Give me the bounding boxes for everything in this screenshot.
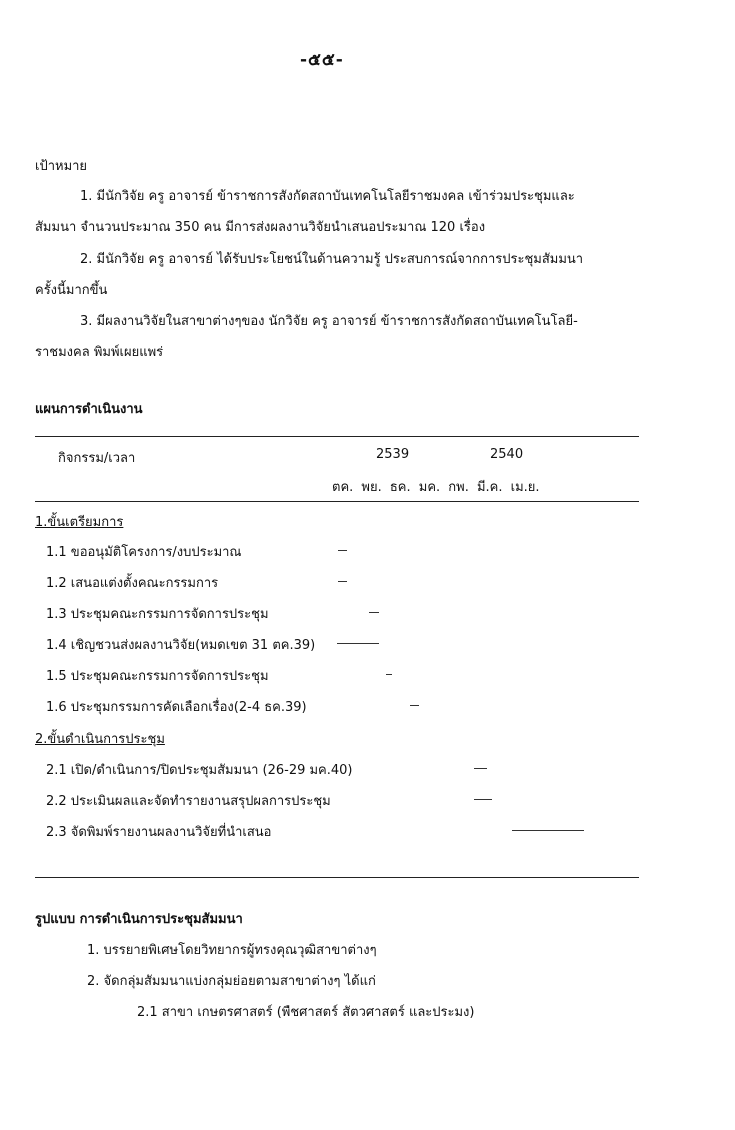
plan-heading: แผนการดำเนินงาน — [35, 402, 143, 417]
goal-3-line-1: 3. มีผลงานวิจัยในสาขาต่างๆของ นักวิจัย ครู อาจารย์ ข้าราชการสังกัดสถาบันเทคโนโลยี- — [80, 314, 578, 329]
section-2-heading: 2.ขั้นดำเนินการประชุม — [35, 732, 165, 747]
format-item-2-1: 2.1 สาขา เกษตรศาสตร์ (พืชศาสตร์ สัตวศาสตร์ และประมง) — [137, 1005, 475, 1020]
table-bottom-rule — [35, 877, 639, 878]
format-item-2: 2. จัดกลุ่มสัมมนาแบ่งกลุ่มย่อยตามสาขาต่างๆ ได้แก่ — [87, 974, 376, 989]
section-1-heading: 1.ขั้นเตรียมการ — [35, 515, 124, 530]
goal-3-line-2: ราชมงคล พิมพ์เผยแพร่ — [35, 345, 164, 360]
timeline-bar-1-2 — [338, 581, 347, 582]
task-1-4: 1.4 เชิญชวนส่งผลงานวิจัย(หมดเขต 31 ตค.39) — [46, 638, 316, 653]
goal-2-line-2: ครั้งนี้มากขึ้น — [35, 283, 108, 298]
task-2-1: 2.1 เปิด/ดำเนินการ/ปิดประชุมสัมมนา (26-29 มค.40) — [46, 763, 353, 778]
format-heading: รูปแบบ การดำเนินการประชุมสัมมนา — [35, 912, 243, 927]
task-1-6: 1.6 ประชุมกรรมการคัดเลือกเรื่อง(2-4 ธค.39) — [46, 700, 307, 715]
task-1-1: 1.1 ขออนุมัติโครงการ/งบประมาณ — [46, 545, 242, 560]
timeline-bar-1-3 — [369, 612, 379, 613]
timeline-bar-2-3 — [512, 830, 584, 831]
months-header: ตค. พย. ธค. มค. กพ. มี.ค. เม.ย. — [332, 480, 540, 495]
table-header-rule — [35, 501, 639, 502]
goal-1-line-1: 1. มีนักวิจัย ครู อาจารย์ ข้าราชการสังกัดสถาบันเทคโนโลยีราชมงคล เข้าร่วมประชุมและ — [80, 189, 575, 204]
task-1-3: 1.3 ประชุมคณะกรรมการจัดการประชุม — [46, 607, 269, 622]
task-1-2: 1.2 เสนอแต่งตั้งคณะกรรมการ — [46, 576, 219, 591]
timeline-bar-1-1 — [338, 550, 347, 551]
goal-1-line-2: สัมมนา จำนวนประมาณ 350 คน มีการส่งผลงานวิจัยนำเสนอประมาณ 120 เรื่อง — [35, 220, 486, 235]
timeline-bar-1-4 — [337, 643, 379, 644]
year-2539-header: 2539 — [376, 447, 410, 462]
table-top-rule — [35, 436, 639, 437]
timeline-bar-1-5 — [386, 674, 392, 675]
task-1-5: 1.5 ประชุมคณะกรรมการจัดการประชุม — [46, 669, 269, 684]
page-number: -๕๕- — [300, 50, 344, 70]
goals-heading: เป้าหมาย — [35, 159, 88, 174]
timeline-bar-2-1 — [474, 768, 487, 769]
goal-2-line-1: 2. มีนักวิจัย ครู อาจารย์ ได้รับประโยชน์ในด้านความรู้ ประสบการณ์จากการประชุมสัมมนา — [80, 252, 584, 267]
timeline-bar-1-6 — [410, 705, 419, 706]
task-2-2: 2.2 ประเมินผลและจัดทำรายงานสรุปผลการประชุม — [46, 794, 331, 809]
timeline-bar-2-2 — [474, 799, 492, 800]
format-item-1: 1. บรรยายพิเศษโดยวิทยากรผู้ทรงคุณวุฒิสาขาต่างๆ — [87, 943, 377, 958]
year-2540-header: 2540 — [490, 447, 524, 462]
col-activity-header: กิจกรรม/เวลา — [58, 451, 136, 466]
task-2-3: 2.3 จัดพิมพ์รายงานผลงานวิจัยที่นำเสนอ — [46, 825, 272, 840]
